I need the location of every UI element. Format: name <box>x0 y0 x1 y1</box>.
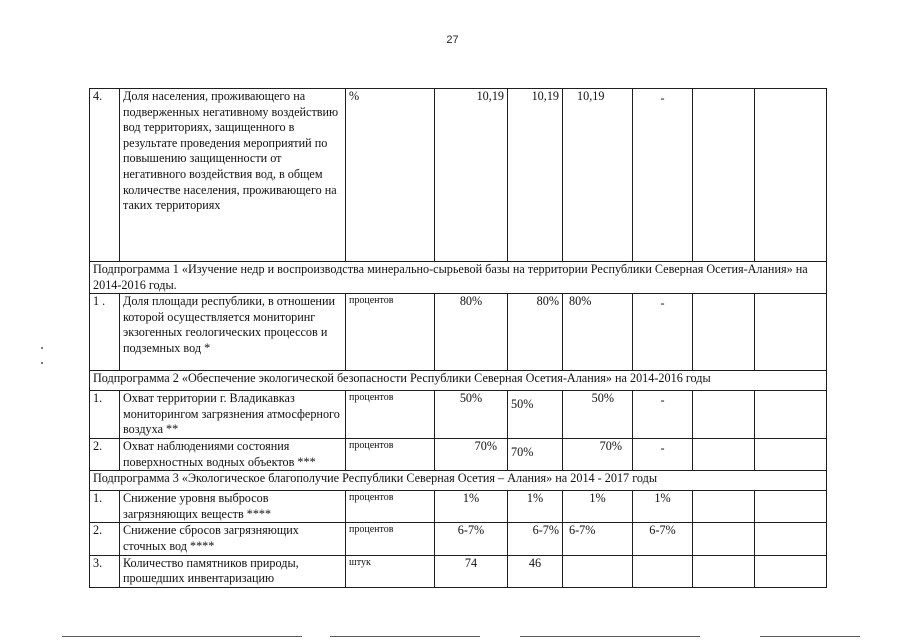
empty-cell <box>693 438 755 470</box>
table-row <box>90 555 827 587</box>
subprogram-row <box>90 262 827 294</box>
empty-cell <box>755 523 827 555</box>
row-number: 1. <box>90 491 120 523</box>
scan-line <box>330 636 480 637</box>
indicator-name: Снижение уровня выбросов загрязняющих веществ **** <box>120 491 346 523</box>
table-row <box>90 491 827 523</box>
table-row <box>90 438 827 470</box>
empty-cell <box>563 555 633 587</box>
empty-cell <box>755 491 827 523</box>
scan-line <box>62 636 302 637</box>
empty-cell <box>693 89 755 262</box>
value-2015: 6-7% <box>508 523 563 555</box>
empty-cell <box>693 523 755 555</box>
unit: процентов <box>346 294 435 371</box>
value-2015: 10,19 <box>508 89 563 262</box>
value-2017: - <box>633 89 693 262</box>
value-2015: 1% <box>508 491 563 523</box>
row-number: 1 . <box>90 294 120 371</box>
value-2016: 1% <box>563 491 633 523</box>
unit: процентов <box>346 523 435 555</box>
indicator-name: Доля населения, проживающего на подверженных негативному воздействию вод территориях, защищенного в результате проведения мероприятий по повышению защищенности от негативного воздействия вод, в общем количестве населения, проживающего на таких территориях <box>120 89 346 262</box>
scan-speck <box>41 362 43 364</box>
table-row <box>90 523 827 555</box>
value-2015: 46 <box>508 555 563 587</box>
row-number: 4. <box>90 89 120 262</box>
value-2014: 6-7% <box>435 523 508 555</box>
empty-cell <box>693 491 755 523</box>
empty-cell <box>755 555 827 587</box>
row-number: 2. <box>90 438 120 470</box>
scan-speck <box>41 347 43 349</box>
value-2014: 70% <box>435 438 508 470</box>
indicator-name: Охват территории г. Владикавказ мониторингом загрязнения атмосферного воздуха ** <box>120 391 346 439</box>
empty-cell <box>633 555 693 587</box>
indicator-name: Доля площади республики, в отношении которой осуществляется мониторинг экзогенных геологических процессов и подземных вод * <box>120 294 346 371</box>
unit: процентов <box>346 391 435 439</box>
subprogram-1-heading: Подпрограмма 1 «Изучение недр и воспроизводства минерально-сырьевой базы на территории Республики Северная Осетия-Алания» на 2014-2016 годы. <box>90 262 827 294</box>
value-2014: 50% <box>435 391 508 439</box>
indicator-name: Охват наблюдениями состояния поверхностных водных объектов *** <box>120 438 346 470</box>
table-row <box>90 294 827 371</box>
empty-cell <box>755 438 827 470</box>
subprogram-3-heading: Подпрограмма 3 «Экологическое благополучие Республики Северная Осетия – Алания» на 2014 - 2017 годы <box>90 471 827 491</box>
unit: процентов <box>346 438 435 470</box>
row-number: 3. <box>90 555 120 587</box>
value-2017: 1% <box>633 491 693 523</box>
table-row <box>90 89 827 262</box>
empty-cell <box>693 294 755 371</box>
value-2017: - <box>633 438 693 470</box>
value-2016: 50% <box>563 391 633 439</box>
value-2014: 80% <box>435 294 508 371</box>
empty-cell <box>693 555 755 587</box>
empty-cell <box>755 391 827 439</box>
unit: штук <box>346 555 435 587</box>
indicators-table <box>89 88 827 588</box>
unit: % <box>346 89 435 262</box>
page-number: 27 <box>446 34 459 46</box>
value-2016: 80% <box>563 294 633 371</box>
value-2016: 70% <box>563 438 633 470</box>
value-2016: 6-7% <box>563 523 633 555</box>
value-2017: 6-7% <box>633 523 693 555</box>
value-2014: 74 <box>435 555 508 587</box>
value-2015: 70% <box>508 438 563 470</box>
row-number: 2. <box>90 523 120 555</box>
value-2015: 50% <box>508 391 563 439</box>
row-number: 1. <box>90 391 120 439</box>
table-row <box>90 391 827 439</box>
value-2017: - <box>633 294 693 371</box>
empty-cell <box>755 294 827 371</box>
empty-cell <box>755 89 827 262</box>
scan-line <box>760 636 860 637</box>
value-2017: - <box>633 391 693 439</box>
value-2014: 1% <box>435 491 508 523</box>
value-2015: 80% <box>508 294 563 371</box>
value-2016: 10,19 <box>563 89 633 262</box>
scan-line <box>520 636 700 637</box>
value-2014: 10,19 <box>435 89 508 262</box>
indicator-name: Снижение сбросов загрязняющих сточных вод **** <box>120 523 346 555</box>
subprogram-2-heading: Подпрограмма 2 «Обеспечение экологической безопасности Республики Северная Осетия-Алания» на 2014-2016 годы <box>90 371 827 391</box>
subprogram-row <box>90 471 827 491</box>
empty-cell <box>693 391 755 439</box>
subprogram-row <box>90 371 827 391</box>
indicator-name: Количество памятников природы, прошедших инвентаризацию <box>120 555 346 587</box>
unit: процентов <box>346 491 435 523</box>
